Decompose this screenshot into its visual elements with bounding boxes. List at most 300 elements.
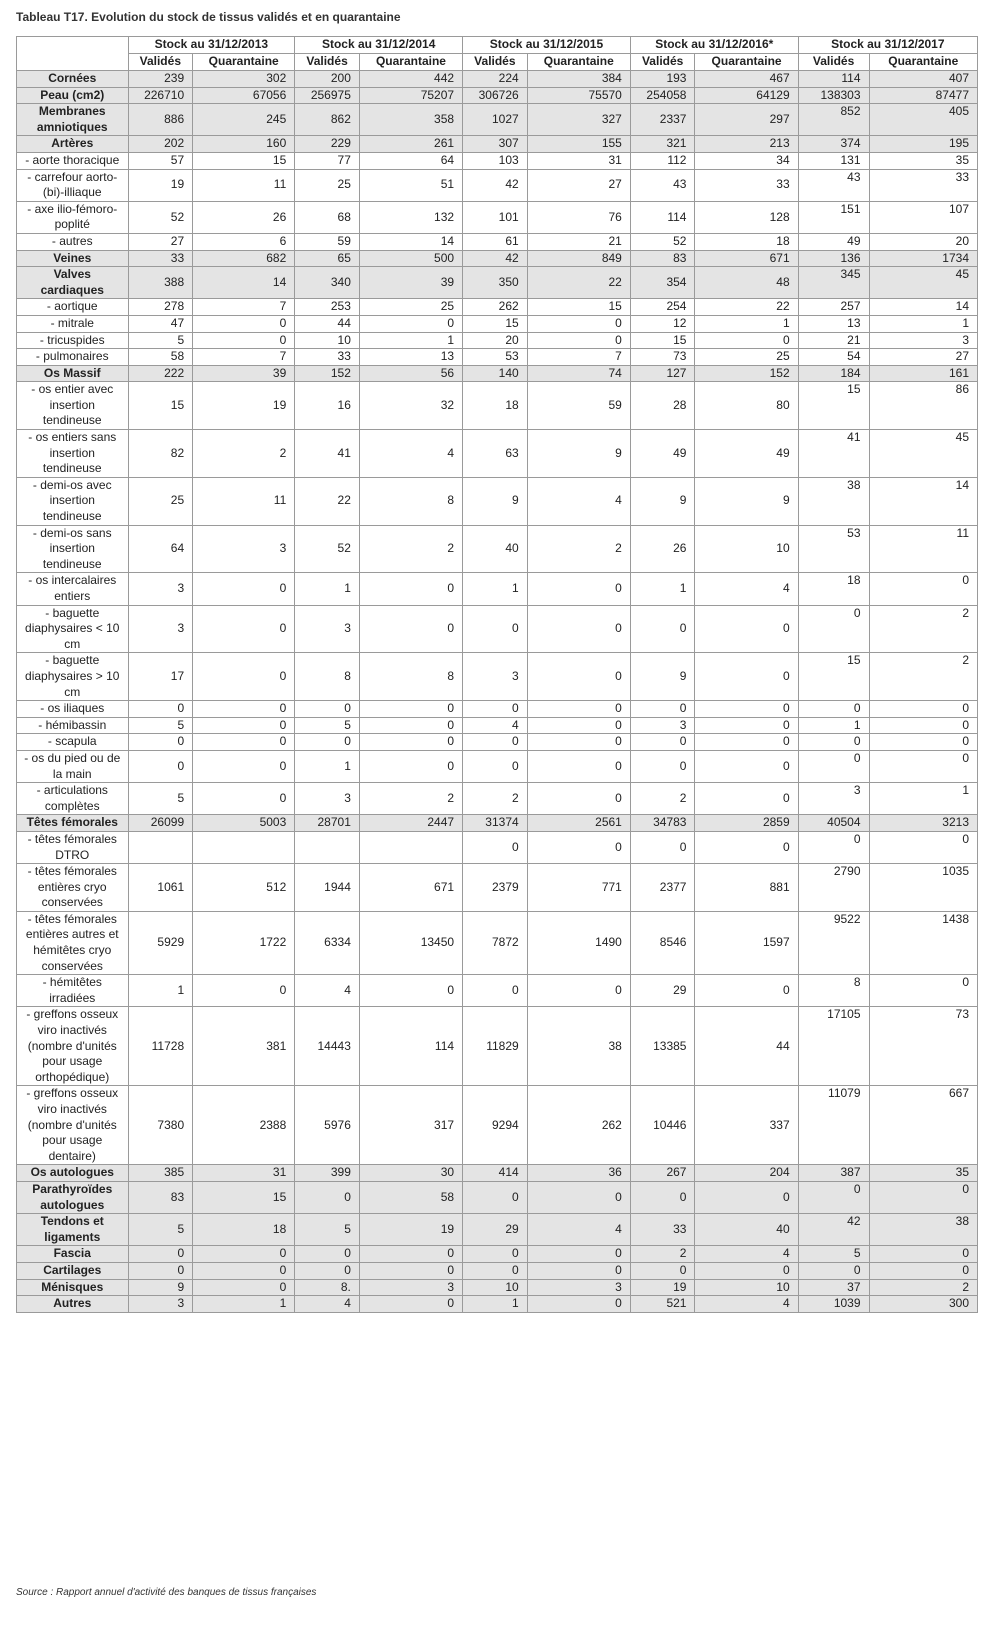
quarantine-cell: 771 bbox=[527, 864, 630, 912]
validated-cell: 3 bbox=[295, 605, 360, 653]
validated-cell: 42 bbox=[798, 1214, 869, 1246]
row-label: - os intercalaires entiers bbox=[17, 573, 129, 605]
validated-cell: 49 bbox=[630, 430, 695, 478]
quarantine-cell: 9 bbox=[695, 477, 798, 525]
row-label: - axe ilio-fémoro-poplité bbox=[17, 201, 129, 233]
subcategory-row bbox=[17, 701, 978, 718]
quarantine-cell: 442 bbox=[359, 71, 462, 88]
quarantine-cell: 0 bbox=[869, 701, 977, 718]
validated-cell: 127 bbox=[630, 365, 695, 382]
subcategory-row bbox=[17, 382, 978, 430]
validated-cell: 52 bbox=[295, 525, 360, 573]
validated-cell: 1039 bbox=[798, 1296, 869, 1313]
quarantine-cell: 0 bbox=[359, 1246, 462, 1263]
quarantine-cell: 0 bbox=[695, 734, 798, 751]
subcategory-row bbox=[17, 653, 978, 701]
quarantine-header: Quarantaine bbox=[869, 54, 977, 71]
quarantine-cell: 4 bbox=[695, 1296, 798, 1313]
validated-cell: 140 bbox=[463, 365, 528, 382]
quarantine-cell: 262 bbox=[527, 1086, 630, 1165]
validated-cell: 58 bbox=[128, 349, 193, 366]
quarantine-cell: 9 bbox=[527, 430, 630, 478]
quarantine-cell: 337 bbox=[695, 1086, 798, 1165]
quarantine-cell: 36 bbox=[527, 1165, 630, 1182]
validated-cell: 12 bbox=[630, 315, 695, 332]
quarantine-cell: 45 bbox=[869, 267, 977, 299]
validated-cell: 184 bbox=[798, 365, 869, 382]
validated-cell: 350 bbox=[463, 267, 528, 299]
validated-cell: 10 bbox=[463, 1279, 528, 1296]
quarantine-cell: 38 bbox=[869, 1214, 977, 1246]
quarantine-cell: 0 bbox=[695, 975, 798, 1007]
quarantine-cell: 67056 bbox=[193, 87, 295, 104]
validated-cell: 43 bbox=[798, 169, 869, 201]
quarantine-cell: 667 bbox=[869, 1086, 977, 1165]
quarantine-cell: 1438 bbox=[869, 911, 977, 974]
category-row bbox=[17, 1262, 978, 1279]
validated-cell: 63 bbox=[463, 430, 528, 478]
row-label: - pulmonaires bbox=[17, 349, 129, 366]
validated-cell: 65 bbox=[295, 250, 360, 267]
quarantine-cell: 3 bbox=[869, 332, 977, 349]
year-header: Stock au 31/12/2014 bbox=[295, 37, 463, 54]
validated-cell: 0 bbox=[798, 831, 869, 863]
quarantine-cell: 0 bbox=[193, 975, 295, 1007]
subcategory-row bbox=[17, 783, 978, 815]
row-label: Artères bbox=[17, 136, 129, 153]
validated-cell: 31374 bbox=[463, 815, 528, 832]
quarantine-cell: 1597 bbox=[695, 911, 798, 974]
category-row bbox=[17, 250, 978, 267]
validated-cell: 20 bbox=[463, 332, 528, 349]
quarantine-cell: 671 bbox=[359, 864, 462, 912]
validated-cell: 0 bbox=[295, 1246, 360, 1263]
row-label: - baguette diaphysaires < 10 cm bbox=[17, 605, 129, 653]
quarantine-cell: 0 bbox=[359, 315, 462, 332]
validated-cell: 114 bbox=[630, 201, 695, 233]
quarantine-cell: 0 bbox=[527, 783, 630, 815]
validated-cell: 11079 bbox=[798, 1086, 869, 1165]
validated-cell: 2 bbox=[463, 783, 528, 815]
quarantine-cell: 467 bbox=[695, 71, 798, 88]
validated-cell: 15 bbox=[630, 332, 695, 349]
validated-cell: 1 bbox=[463, 573, 528, 605]
validated-cell: 27 bbox=[128, 233, 193, 250]
quarantine-cell: 261 bbox=[359, 136, 462, 153]
validated-cell: 3 bbox=[630, 717, 695, 734]
quarantine-cell: 0 bbox=[193, 734, 295, 751]
quarantine-cell: 32 bbox=[359, 382, 462, 430]
validated-cell: 5 bbox=[295, 1214, 360, 1246]
validated-cell: 15 bbox=[128, 382, 193, 430]
validated-cell: 40 bbox=[463, 525, 528, 573]
row-label: - carrefour aorto-(bi)-illiaque bbox=[17, 169, 129, 201]
quarantine-cell: 0 bbox=[527, 315, 630, 332]
quarantine-cell: 0 bbox=[527, 605, 630, 653]
validated-cell: 9 bbox=[463, 477, 528, 525]
row-label: Veines bbox=[17, 250, 129, 267]
validated-cell: 9 bbox=[630, 477, 695, 525]
validated-cell: 521 bbox=[630, 1296, 695, 1313]
quarantine-cell: 4 bbox=[695, 573, 798, 605]
quarantine-cell: 14 bbox=[869, 299, 977, 316]
validated-cell: 0 bbox=[463, 975, 528, 1007]
validated-cell: 21 bbox=[798, 332, 869, 349]
table-body bbox=[17, 71, 978, 1313]
subcategory-row bbox=[17, 477, 978, 525]
validated-cell: 0 bbox=[798, 1181, 869, 1213]
quarantine-cell: 682 bbox=[193, 250, 295, 267]
validated-cell: 1 bbox=[463, 1296, 528, 1313]
quarantine-cell: 25 bbox=[359, 299, 462, 316]
validated-cell: 68 bbox=[295, 201, 360, 233]
quarantine-cell: 2859 bbox=[695, 815, 798, 832]
validated-cell: 1061 bbox=[128, 864, 193, 912]
row-label: - aortique bbox=[17, 299, 129, 316]
validated-cell: 5 bbox=[798, 1246, 869, 1263]
validated-cell: 239 bbox=[128, 71, 193, 88]
row-label: - tricuspides bbox=[17, 332, 129, 349]
quarantine-cell: 0 bbox=[527, 701, 630, 718]
quarantine-header: Quarantaine bbox=[527, 54, 630, 71]
validated-cell: 0 bbox=[463, 734, 528, 751]
quarantine-cell: 48 bbox=[695, 267, 798, 299]
quarantine-cell: 0 bbox=[527, 1262, 630, 1279]
validated-cell: 202 bbox=[128, 136, 193, 153]
validated-cell: 886 bbox=[128, 104, 193, 136]
category-row bbox=[17, 1181, 978, 1213]
validated-cell: 4 bbox=[295, 975, 360, 1007]
category-row bbox=[17, 1165, 978, 1182]
validated-cell: 0 bbox=[630, 1262, 695, 1279]
validated-cell: 0 bbox=[630, 701, 695, 718]
validated-cell: 0 bbox=[463, 701, 528, 718]
quarantine-cell: 161 bbox=[869, 365, 977, 382]
category-row bbox=[17, 71, 978, 88]
subcategory-row bbox=[17, 299, 978, 316]
quarantine-cell: 195 bbox=[869, 136, 977, 153]
row-label: - baguette diaphysaires > 10 cm bbox=[17, 653, 129, 701]
validated-cell: 77 bbox=[295, 152, 360, 169]
category-row bbox=[17, 104, 978, 136]
validated-cell: 0 bbox=[463, 605, 528, 653]
validated-cell: 345 bbox=[798, 267, 869, 299]
validated-cell: 1 bbox=[128, 975, 193, 1007]
validated-cell: 4 bbox=[463, 717, 528, 734]
quarantine-cell: 7 bbox=[527, 349, 630, 366]
year-header: Stock au 31/12/2017 bbox=[798, 37, 977, 54]
validated-cell: 64 bbox=[128, 525, 193, 573]
quarantine-cell: 0 bbox=[695, 1262, 798, 1279]
validated-cell: 5 bbox=[128, 717, 193, 734]
quarantine-cell: 155 bbox=[527, 136, 630, 153]
validated-cell: 138303 bbox=[798, 87, 869, 104]
validated-cell: 15 bbox=[463, 315, 528, 332]
validated-cell: 307 bbox=[463, 136, 528, 153]
validated-cell: 0 bbox=[128, 750, 193, 782]
row-label: - scapula bbox=[17, 734, 129, 751]
quarantine-header: Quarantaine bbox=[695, 54, 798, 71]
category-row bbox=[17, 136, 978, 153]
validated-cell: 1 bbox=[630, 573, 695, 605]
quarantine-cell: 204 bbox=[695, 1165, 798, 1182]
validated-cell: 8546 bbox=[630, 911, 695, 974]
validated-cell: 5 bbox=[128, 783, 193, 815]
validated-cell: 193 bbox=[630, 71, 695, 88]
quarantine-cell: 0 bbox=[695, 717, 798, 734]
quarantine-cell: 0 bbox=[869, 1262, 977, 1279]
validated-cell: 61 bbox=[463, 233, 528, 250]
quarantine-cell: 39 bbox=[359, 267, 462, 299]
source-note: Source : Rapport annuel d'activité des banques de tissus françaises bbox=[16, 1587, 317, 1598]
validated-cell: 42 bbox=[463, 169, 528, 201]
validated-cell: 0 bbox=[630, 734, 695, 751]
quarantine-cell: 0 bbox=[193, 315, 295, 332]
validated-cell: 226710 bbox=[128, 87, 193, 104]
validated-header: Validés bbox=[295, 54, 360, 71]
validated-cell: 0 bbox=[295, 1262, 360, 1279]
quarantine-cell: 75570 bbox=[527, 87, 630, 104]
row-label: Os Massif bbox=[17, 365, 129, 382]
subcategory-row bbox=[17, 169, 978, 201]
validated-cell: 41 bbox=[295, 430, 360, 478]
quarantine-cell: 19 bbox=[193, 382, 295, 430]
quarantine-cell: 3 bbox=[359, 1279, 462, 1296]
validated-cell: 112 bbox=[630, 152, 695, 169]
quarantine-cell bbox=[359, 831, 462, 863]
validated-cell: 40504 bbox=[798, 815, 869, 832]
quarantine-cell: 4 bbox=[527, 477, 630, 525]
quarantine-cell: 0 bbox=[695, 831, 798, 863]
validated-cell: 33 bbox=[128, 250, 193, 267]
validated-cell: 114 bbox=[798, 71, 869, 88]
validated-cell: 52 bbox=[128, 201, 193, 233]
quarantine-cell: 3 bbox=[527, 1279, 630, 1296]
validated-cell: 49 bbox=[798, 233, 869, 250]
quarantine-cell: 34 bbox=[695, 152, 798, 169]
quarantine-cell: 73 bbox=[869, 1007, 977, 1086]
subcategory-row bbox=[17, 152, 978, 169]
validated-cell: 0 bbox=[295, 1181, 360, 1213]
quarantine-cell: 8 bbox=[359, 653, 462, 701]
validated-cell: 2379 bbox=[463, 864, 528, 912]
subcategory-row bbox=[17, 430, 978, 478]
stock-table bbox=[16, 36, 978, 1313]
validated-cell: 25 bbox=[295, 169, 360, 201]
quarantine-cell: 75207 bbox=[359, 87, 462, 104]
quarantine-header: Quarantaine bbox=[193, 54, 295, 71]
subheader-row bbox=[17, 54, 978, 71]
validated-cell: 7380 bbox=[128, 1086, 193, 1165]
year-header: Stock au 31/12/2015 bbox=[463, 37, 631, 54]
quarantine-header: Quarantaine bbox=[359, 54, 462, 71]
quarantine-cell: 11 bbox=[869, 525, 977, 573]
quarantine-cell: 40 bbox=[695, 1214, 798, 1246]
quarantine-cell: 1734 bbox=[869, 250, 977, 267]
validated-cell: 8 bbox=[295, 653, 360, 701]
validated-cell: 19 bbox=[630, 1279, 695, 1296]
validated-cell: 9 bbox=[630, 653, 695, 701]
validated-cell: 101 bbox=[463, 201, 528, 233]
validated-cell: 6334 bbox=[295, 911, 360, 974]
validated-cell: 5929 bbox=[128, 911, 193, 974]
validated-cell: 9 bbox=[128, 1279, 193, 1296]
row-label: Fascia bbox=[17, 1246, 129, 1263]
quarantine-cell: 327 bbox=[527, 104, 630, 136]
validated-cell: 29 bbox=[463, 1214, 528, 1246]
quarantine-cell: 56 bbox=[359, 365, 462, 382]
validated-header: Validés bbox=[463, 54, 528, 71]
quarantine-cell: 1 bbox=[193, 1296, 295, 1313]
quarantine-cell: 4 bbox=[695, 1246, 798, 1263]
subcategory-row bbox=[17, 233, 978, 250]
validated-cell: 83 bbox=[128, 1181, 193, 1213]
quarantine-cell: 0 bbox=[359, 717, 462, 734]
validated-cell: 0 bbox=[463, 831, 528, 863]
validated-cell: 152 bbox=[295, 365, 360, 382]
validated-header: Validés bbox=[128, 54, 193, 71]
subcategory-row bbox=[17, 332, 978, 349]
subcategory-row bbox=[17, 831, 978, 863]
quarantine-cell: 0 bbox=[695, 605, 798, 653]
row-label: - hémitêtes irradiées bbox=[17, 975, 129, 1007]
quarantine-cell: 0 bbox=[869, 831, 977, 863]
validated-cell: 0 bbox=[128, 1246, 193, 1263]
quarantine-cell: 2 bbox=[359, 525, 462, 573]
quarantine-cell: 160 bbox=[193, 136, 295, 153]
validated-cell bbox=[295, 831, 360, 863]
validated-cell: 25 bbox=[128, 477, 193, 525]
row-label: Tendons et ligaments bbox=[17, 1214, 129, 1246]
validated-cell: 0 bbox=[630, 1181, 695, 1213]
quarantine-cell: 0 bbox=[869, 750, 977, 782]
validated-cell: 0 bbox=[630, 605, 695, 653]
quarantine-cell: 0 bbox=[193, 1279, 295, 1296]
validated-cell: 19 bbox=[128, 169, 193, 201]
quarantine-cell: 0 bbox=[193, 750, 295, 782]
quarantine-cell: 59 bbox=[527, 382, 630, 430]
quarantine-cell: 302 bbox=[193, 71, 295, 88]
quarantine-cell: 0 bbox=[695, 750, 798, 782]
quarantine-cell: 2388 bbox=[193, 1086, 295, 1165]
quarantine-cell: 881 bbox=[695, 864, 798, 912]
validated-cell: 278 bbox=[128, 299, 193, 316]
subcategory-row bbox=[17, 750, 978, 782]
quarantine-cell: 2447 bbox=[359, 815, 462, 832]
validated-cell: 136 bbox=[798, 250, 869, 267]
validated-cell: 0 bbox=[798, 701, 869, 718]
quarantine-cell: 1 bbox=[359, 332, 462, 349]
validated-cell: 2377 bbox=[630, 864, 695, 912]
validated-cell: 254 bbox=[630, 299, 695, 316]
quarantine-cell: 49 bbox=[695, 430, 798, 478]
validated-cell: 4 bbox=[295, 1296, 360, 1313]
validated-cell: 54 bbox=[798, 349, 869, 366]
validated-cell: 13 bbox=[798, 315, 869, 332]
quarantine-cell: 107 bbox=[869, 201, 977, 233]
validated-cell: 16 bbox=[295, 382, 360, 430]
quarantine-cell: 849 bbox=[527, 250, 630, 267]
category-row bbox=[17, 1279, 978, 1296]
category-row bbox=[17, 1296, 978, 1313]
quarantine-cell: 7 bbox=[193, 299, 295, 316]
quarantine-cell: 0 bbox=[869, 734, 977, 751]
quarantine-cell: 358 bbox=[359, 104, 462, 136]
validated-cell: 73 bbox=[630, 349, 695, 366]
subcategory-row bbox=[17, 864, 978, 912]
validated-cell: 3 bbox=[798, 783, 869, 815]
quarantine-cell: 39 bbox=[193, 365, 295, 382]
quarantine-cell: 11 bbox=[193, 477, 295, 525]
quarantine-cell: 74 bbox=[527, 365, 630, 382]
quarantine-cell: 33 bbox=[869, 169, 977, 201]
quarantine-cell: 20 bbox=[869, 233, 977, 250]
validated-cell: 256975 bbox=[295, 87, 360, 104]
validated-cell: 43 bbox=[630, 169, 695, 201]
validated-cell: 17105 bbox=[798, 1007, 869, 1086]
quarantine-cell: 27 bbox=[869, 349, 977, 366]
quarantine-cell: 15 bbox=[193, 152, 295, 169]
validated-cell: 388 bbox=[128, 267, 193, 299]
quarantine-cell: 0 bbox=[527, 717, 630, 734]
quarantine-cell: 0 bbox=[869, 1181, 977, 1213]
quarantine-cell: 14 bbox=[359, 233, 462, 250]
quarantine-cell: 31 bbox=[527, 152, 630, 169]
table-title: Tableau T17. Evolution du stock de tissus validés et en quarantaine bbox=[16, 10, 401, 24]
validated-cell: 8 bbox=[798, 975, 869, 1007]
quarantine-cell: 245 bbox=[193, 104, 295, 136]
validated-cell: 34783 bbox=[630, 815, 695, 832]
validated-cell: 5976 bbox=[295, 1086, 360, 1165]
quarantine-cell: 13450 bbox=[359, 911, 462, 974]
validated-cell: 852 bbox=[798, 104, 869, 136]
validated-cell: 18 bbox=[798, 573, 869, 605]
validated-cell: 3 bbox=[295, 783, 360, 815]
validated-cell: 14443 bbox=[295, 1007, 360, 1086]
quarantine-cell: 300 bbox=[869, 1296, 977, 1313]
quarantine-cell: 22 bbox=[527, 267, 630, 299]
quarantine-cell: 0 bbox=[193, 717, 295, 734]
quarantine-cell: 405 bbox=[869, 104, 977, 136]
validated-cell: 2 bbox=[630, 783, 695, 815]
row-label: - os du pied ou de la main bbox=[17, 750, 129, 782]
subcategory-row bbox=[17, 525, 978, 573]
quarantine-cell: 51 bbox=[359, 169, 462, 201]
quarantine-cell: 18 bbox=[695, 233, 798, 250]
validated-cell: 37 bbox=[798, 1279, 869, 1296]
validated-cell: 42 bbox=[463, 250, 528, 267]
quarantine-cell: 4 bbox=[527, 1214, 630, 1246]
validated-cell: 28 bbox=[630, 382, 695, 430]
category-row bbox=[17, 1214, 978, 1246]
quarantine-cell: 1035 bbox=[869, 864, 977, 912]
validated-cell: 26 bbox=[630, 525, 695, 573]
validated-cell: 9294 bbox=[463, 1086, 528, 1165]
quarantine-cell: 7 bbox=[193, 349, 295, 366]
quarantine-cell: 30 bbox=[359, 1165, 462, 1182]
quarantine-cell: 33 bbox=[695, 169, 798, 201]
validated-cell: 29 bbox=[630, 975, 695, 1007]
quarantine-cell: 0 bbox=[527, 1181, 630, 1213]
row-label: Peau (cm2) bbox=[17, 87, 129, 104]
category-row bbox=[17, 365, 978, 382]
row-label: Têtes fémorales bbox=[17, 815, 129, 832]
validated-cell: 52 bbox=[630, 233, 695, 250]
validated-cell: 8. bbox=[295, 1279, 360, 1296]
year-header: Stock au 31/12/2013 bbox=[128, 37, 295, 54]
quarantine-cell: 45 bbox=[869, 430, 977, 478]
quarantine-cell: 13 bbox=[359, 349, 462, 366]
